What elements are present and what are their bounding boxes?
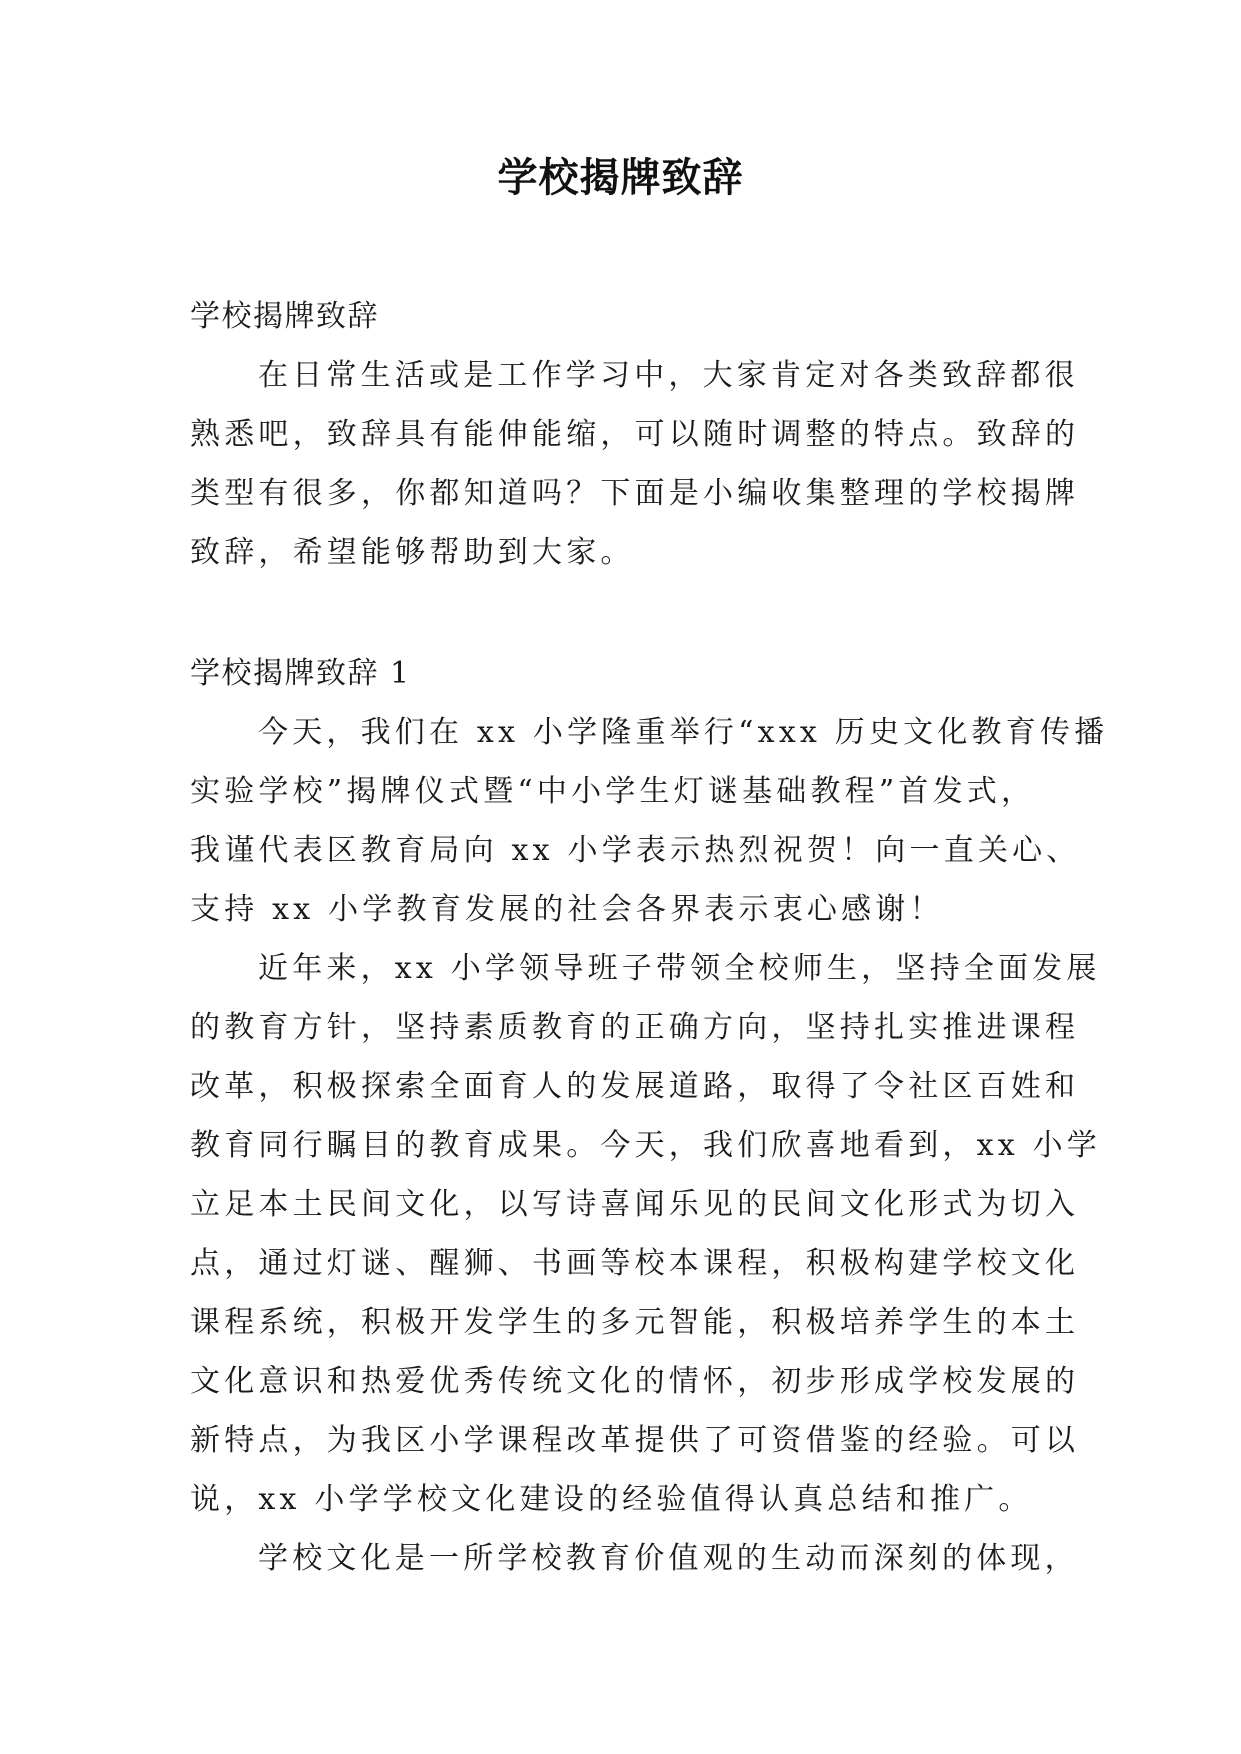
paragraph-3: [190, 1529, 1079, 1588]
paragraph-line: 类型有很多，你都知道吗？下面是小编收集整理的学校揭牌: [190, 476, 1080, 511]
paragraph-2: [190, 939, 1101, 1529]
paragraph-line: 立足本土民间文化，以写诗喜闻乐见的民间文化形式为切入: [190, 1187, 1080, 1222]
paragraph-line: 支持 xx 小学教育发展的社会各界表示衷心感谢！: [190, 892, 944, 927]
paragraph-line: 改革，积极探索全面育人的发展道路，取得了令社区百姓和: [190, 1069, 1080, 1104]
paragraph-line: 我谨代表区教育局向 xx 小学表示热烈祝贺！向一直关心、: [190, 833, 1081, 868]
paragraph-line: 说，xx 小学学校文化建设的经验值得认真总结和推广。: [190, 1482, 1033, 1517]
paragraph-line: 今天，我们在 xx 小学隆重举行“xxx 历史文化教育传播: [258, 715, 1109, 750]
paragraph-line: 近年来，xx 小学领导班子带领全校师生，坚持全面发展: [258, 951, 1101, 986]
document-body: [190, 287, 1109, 1588]
paragraph-line: 在日常生活或是工作学习中，大家肯定对各类致辞都很: [258, 358, 1079, 393]
paragraph-line: 教育同行瞩目的教育成果。今天，我们欣喜地看到，xx 小学: [190, 1128, 1101, 1163]
paragraph-line: 课程系统，积极开发学生的多元智能，积极培养学生的本土: [190, 1305, 1080, 1340]
paragraph-line: 的教育方针，坚持素质教育的正确方向，坚持扎实推进课程: [190, 1010, 1080, 1045]
paragraph-line: 新特点，为我区小学课程改革提供了可资借鉴的经验。可以: [190, 1423, 1080, 1458]
paragraph-line: 点，通过灯谜、醒狮、书画等校本课程，积极构建学校文化: [190, 1246, 1080, 1281]
paragraph-line: 实验学校”揭牌仪式暨“中小学生灯谜基础教程”首发式，: [190, 774, 1036, 809]
section-spacer: [190, 582, 1050, 644]
paragraph-line: 学校文化是一所学校教育价值观的生动而深刻的体现，: [258, 1541, 1079, 1576]
paragraph-1: [190, 703, 1109, 939]
paragraph-line: 文化意识和热爱优秀传统文化的情怀，初步形成学校发展的: [190, 1364, 1080, 1399]
intro-paragraph: [190, 346, 1080, 582]
section-heading: 学校揭牌致辞 1: [190, 656, 411, 691]
paragraph-line: 熟悉吧，致辞具有能伸能缩，可以随时调整的特点。致辞的: [190, 417, 1080, 452]
paragraph-line: 致辞，希望能够帮助到大家。: [190, 535, 635, 570]
intro-heading: 学校揭牌致辞: [190, 299, 379, 334]
document-title: 学校揭牌致辞: [497, 155, 744, 201]
